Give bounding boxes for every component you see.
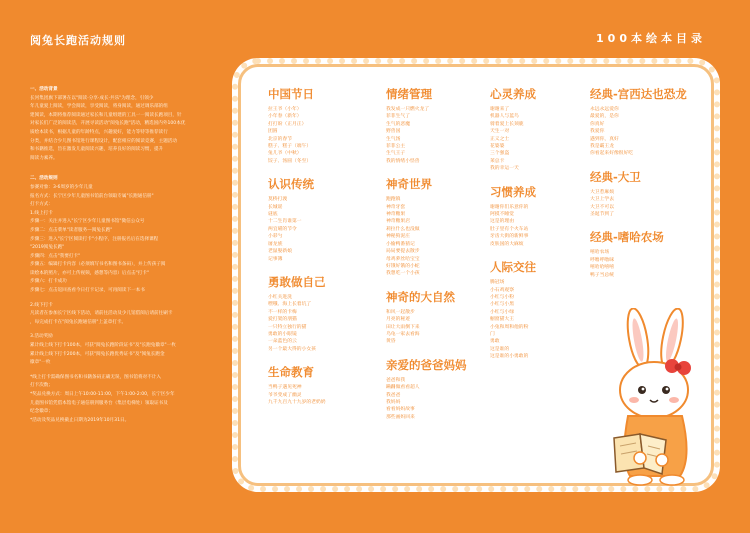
book-category bbox=[386, 357, 496, 421]
book-title: 遇到你，真好 bbox=[590, 136, 619, 142]
book-title: 小年春（新年） bbox=[268, 114, 302, 120]
book-title: 门 bbox=[490, 331, 495, 337]
book-title: 爷爷变成了幽灵 bbox=[268, 392, 302, 398]
book-title: 这是的理由 bbox=[490, 219, 514, 225]
book-title: 爸爸和我 bbox=[386, 377, 406, 383]
book-title: 我的情绪小怪兽 bbox=[386, 158, 420, 164]
book-title: 和风一起散步 bbox=[386, 309, 415, 315]
book-title: 腾冠场 bbox=[490, 280, 505, 286]
book-title: 爱打架的朋猫 bbox=[268, 317, 297, 323]
book-list bbox=[386, 309, 496, 346]
book-title: 嘻哈农场 bbox=[590, 250, 610, 256]
book-title: 不一样的卡梅 bbox=[268, 309, 297, 315]
rules-line: 步骤五：编辑打卡内容（必须填写书名和图书条码），并上传孩子阅 bbox=[30, 262, 166, 268]
book-title: 我发成一只燃火龙了 bbox=[386, 107, 430, 112]
book-title: 这是谁的小勇敢的 bbox=[490, 354, 529, 360]
book-title: 勇敢的小眼镜 bbox=[268, 331, 297, 337]
book-title: 糕子、糕子（端午） bbox=[268, 144, 312, 150]
category-title: 心灵养成 bbox=[490, 87, 536, 101]
catalog-column bbox=[490, 86, 600, 372]
book-title: 嘿哦、海上长着坑了 bbox=[268, 302, 312, 308]
book-title: 跑跑镇 bbox=[386, 197, 401, 203]
book-title: 黄昏 bbox=[386, 339, 396, 345]
rules-line: 儿童图书馆凭借本馆电子通信册到服务台（集层电梯处）领取证书及 bbox=[30, 400, 168, 406]
book-title: 这是谁的 bbox=[490, 346, 510, 352]
book-list bbox=[386, 106, 496, 165]
book-title: 长城谣 bbox=[268, 204, 283, 210]
book-list bbox=[386, 196, 496, 277]
rules-line: "2019阅兔长跑" bbox=[30, 245, 65, 251]
book-title: 北京的春节 bbox=[268, 136, 292, 142]
book-title: 谢谢来了 bbox=[490, 107, 510, 112]
book-title: 九千九百九十九岁的老奶奶 bbox=[268, 399, 326, 405]
book-title: 大卫不可以 bbox=[590, 204, 614, 210]
book-title: 你真好 bbox=[590, 121, 605, 127]
rules-line: 参赛对象：3-6周岁的少年儿童 bbox=[30, 184, 93, 190]
book-title: 永远永远爱你 bbox=[590, 107, 619, 112]
book-title: 局局要提去散步 bbox=[386, 249, 420, 255]
book-title: 花婆婆 bbox=[490, 144, 505, 150]
book-title: 小红与小粉 bbox=[490, 294, 514, 300]
book-category bbox=[590, 86, 700, 158]
rules-line: 2.线下打卡 bbox=[30, 302, 53, 308]
book-title: 正义之士 bbox=[490, 136, 510, 142]
rules-line: 报名方式：长宁区少年儿童图书馆前台领取专属"长跑通信册" bbox=[30, 193, 154, 199]
rules-line: *活动及奖品兑换截止日期为2019年10月31日。 bbox=[30, 417, 130, 423]
category-title: 亲爱的爸爸妈妈 bbox=[386, 357, 467, 372]
rules-line: 打卡次数； bbox=[30, 383, 53, 389]
book-list bbox=[490, 279, 600, 360]
book-list bbox=[590, 189, 700, 219]
rules-line: *线上打卡需确保图书名和书籍条码正确无误，图书馆将对不计入 bbox=[30, 374, 161, 380]
rules-line: 步骤二：点击菜单"读者服务—阅兔长跑" bbox=[30, 227, 113, 233]
rules-line: 和书籍推选，旨在激发儿童阅读兴趣，培养良好的阅读习惯，提升 bbox=[30, 147, 164, 153]
rules-line: *奖品兑换方式：周日上午10:00-11:00，下午1:00-2:00，长宁区少年 bbox=[30, 392, 175, 397]
book-title: 我妈妈 bbox=[386, 399, 401, 405]
book-list bbox=[268, 106, 378, 165]
book-title: 莫桥打渡 bbox=[268, 197, 288, 203]
book-title: 饺子、汤圆（冬至） bbox=[268, 158, 312, 164]
book-category bbox=[490, 259, 600, 360]
book-title: 生气王子 bbox=[386, 151, 406, 157]
category-title: 人际交往 bbox=[490, 260, 536, 275]
book-title: 小红关进洗 bbox=[268, 294, 292, 300]
book-title: 我的幸运一天 bbox=[490, 166, 519, 172]
book-title: 你看起来好像很好吃 bbox=[590, 151, 634, 157]
rules-line: 累计线上线下打卡200本，可获"阅兔长跑优秀证书"及"阅兔长跑金 bbox=[30, 351, 165, 357]
book-title: 小红与小黑 bbox=[490, 302, 514, 308]
book-title: 兔儿爷（中秋） bbox=[268, 151, 302, 157]
rules-line: 步骤七：点击返回查看今日打卡记录，可再阅读下一本书 bbox=[30, 288, 145, 294]
book-title: 记事簿 bbox=[268, 256, 283, 262]
book-title: 野兽国 bbox=[386, 129, 401, 135]
book-title: 小石鸡观察 bbox=[490, 287, 514, 293]
catalog-title: 100本绘本目录 bbox=[596, 32, 706, 45]
book-title: 神秘狗泥庄 bbox=[386, 234, 410, 240]
book-title: 好饿好饿的小蛇 bbox=[386, 263, 420, 269]
category-title: 习惯养成 bbox=[490, 184, 536, 199]
book-category bbox=[590, 169, 700, 219]
rules-line: 步骤三：进入"长宁区阅读打卡"小程序，注册报名后在选择课程 bbox=[30, 236, 159, 242]
book-title: 母鸡萝丝哈宝宝 bbox=[386, 256, 420, 262]
rules-line: 打卡方式： bbox=[30, 202, 53, 208]
bunny-reading-illustration bbox=[600, 308, 710, 488]
book-title: 小偷鸭番猜记 bbox=[386, 241, 415, 247]
book-title: 菲菲公主 bbox=[386, 144, 406, 150]
book-title: 勇敢 bbox=[490, 339, 500, 345]
category-title: 中国节日 bbox=[268, 87, 314, 101]
book-title: 另一个最大得的小女孩 bbox=[268, 346, 316, 352]
book-title: 两宜喵的节令 bbox=[268, 226, 297, 232]
book-title: 牙齿大街的新鲜事 bbox=[490, 234, 529, 240]
book-title: 鸭子当总统 bbox=[590, 272, 614, 278]
book-title: 蹒跚做看看超人 bbox=[386, 385, 420, 391]
book-title: 生气的恶魔 bbox=[386, 121, 410, 127]
rules-line: 长河集团旗下部署在以"阅读·分享·成长·共乐"为理念，引领少 bbox=[30, 95, 154, 101]
book-title: 那些画妈回来 bbox=[386, 414, 415, 420]
book-list bbox=[590, 249, 700, 279]
rules-text bbox=[30, 80, 216, 425]
rules-line: 分类，并结合少儿图书馆进行课程设计，配套相应的阅读竞赛，主题活动 bbox=[30, 138, 178, 144]
book-title: 我爸爸 bbox=[386, 392, 401, 398]
category-title: 勇敢做自己 bbox=[268, 274, 326, 289]
rules-line: 3.活动奖励 bbox=[30, 334, 53, 340]
book-title: 拉王爷（小年） bbox=[268, 107, 302, 112]
book-title: 嘻哈哈嘻嘻 bbox=[590, 265, 614, 271]
book-title: 团圆 bbox=[268, 129, 278, 135]
book-title: 谜底 bbox=[268, 212, 278, 218]
book-category bbox=[268, 176, 378, 263]
category-title: 认识传统 bbox=[268, 177, 314, 192]
book-list bbox=[490, 106, 600, 173]
book-list bbox=[268, 294, 378, 353]
catalog-column bbox=[590, 86, 700, 290]
book-title: 神奇糖果店 bbox=[386, 219, 410, 225]
book-title: 生气汤 bbox=[386, 136, 401, 142]
book-list bbox=[386, 377, 496, 421]
catalog-column bbox=[386, 86, 496, 432]
category-title: 经典-大卫 bbox=[590, 169, 641, 184]
rules-line: 质绘本读书，根据儿童的年龄特点，兴趣爱好，能力等特等推荐读行 bbox=[30, 129, 168, 135]
category-title: 神奇世界 bbox=[386, 177, 432, 192]
book-list bbox=[490, 204, 600, 248]
rules-line: ，每完成打卡在"阅兔长跑通信册"上盖章打卡。 bbox=[30, 319, 127, 325]
book-title: 肚子里有个火车站 bbox=[490, 226, 529, 232]
rules-line: 纪念徽章； bbox=[30, 409, 53, 415]
book-title: 我爱你 bbox=[590, 129, 605, 135]
book-category bbox=[268, 364, 378, 406]
book-title: 乌龟一家去看海 bbox=[386, 331, 420, 337]
book-title: 当鸭子遇见死神 bbox=[268, 385, 302, 391]
book-list bbox=[590, 106, 700, 158]
book-title: 田让大雨倒下来 bbox=[386, 324, 420, 330]
catalog-column bbox=[268, 86, 378, 417]
category-title: 神奇的大自然 bbox=[386, 289, 455, 304]
rules-line: 读绘本的照片，亦可上传视频，感想等内容）后点击"打卡" bbox=[30, 270, 150, 276]
page-title: 阅兔长跑活动规则 bbox=[30, 34, 126, 47]
rules-gap bbox=[30, 163, 216, 169]
book-title: 屠龙族 bbox=[268, 241, 283, 247]
book-category bbox=[386, 86, 496, 165]
book-category bbox=[590, 229, 700, 279]
book-category bbox=[490, 86, 600, 173]
book-title: 橱窗猫大王 bbox=[490, 317, 514, 323]
book-title: 小兔和周和他的粉 bbox=[490, 324, 529, 330]
book-title: 呼噜呼噜咪 bbox=[590, 257, 614, 263]
book-title: 小彩勺 bbox=[268, 234, 283, 240]
book-title: 机器人与蓝鸟 bbox=[490, 114, 519, 120]
book-category bbox=[268, 86, 378, 165]
book-title: 打打盼（正月正） bbox=[268, 121, 307, 127]
book-category bbox=[386, 176, 496, 277]
category-title: 情绪管理 bbox=[386, 87, 432, 101]
book-title: 骑着爱上长颈鹿 bbox=[490, 121, 524, 127]
book-title: 三个强盗 bbox=[490, 151, 510, 157]
rules-line: 阅读力素养。 bbox=[30, 155, 58, 161]
book-title: 一只特立独行的猫 bbox=[268, 324, 307, 330]
rules-section-heading: 一、活动背景 bbox=[30, 87, 58, 92]
book-title: 大卫上学去 bbox=[590, 197, 614, 203]
book-title: 最爱的，是你 bbox=[590, 114, 619, 120]
book-title: 我想吃一个小孩 bbox=[386, 271, 420, 277]
book-title: 神奇牙套 bbox=[386, 204, 406, 210]
book-title: 皮肤国的大麻烦 bbox=[490, 241, 524, 247]
rules-line: 累计线上线下打卡100本，可获"阅兔长跑阶段证书"及"长跑兔徽章"一枚 bbox=[30, 343, 176, 349]
book-title: 十二生肖谁第一 bbox=[268, 219, 302, 225]
category-title: 经典-宫西达也恐龙 bbox=[590, 87, 687, 101]
book-title: 大卫惹麻烦 bbox=[590, 189, 614, 195]
book-list bbox=[268, 384, 378, 406]
rules-line: 建阅读，本期将推荐阅读通过家长和儿童组建的工具一一阅读长跑项目，针 bbox=[30, 112, 182, 118]
book-list bbox=[268, 196, 378, 263]
book-title: 一朵蓝色的云 bbox=[268, 339, 297, 345]
book-title: 莉拉什么也没做 bbox=[386, 226, 420, 232]
rules-line: 步骤四：点击"我要打卡" bbox=[30, 253, 81, 259]
book-title: 圣诞节到了 bbox=[590, 212, 614, 218]
rules-line: 徽章"一枚 bbox=[30, 360, 51, 366]
book-title: 老鼠娶新娘 bbox=[268, 249, 292, 255]
book-category bbox=[386, 289, 496, 346]
book-title: 天生一对 bbox=[490, 129, 510, 135]
rules-line: 凡读者在参加长宁区线下活动，请前往活动及少儿馆借阅后请前往刷卡 bbox=[30, 311, 173, 317]
book-title: 莱总卡 bbox=[490, 158, 505, 164]
rules-section-heading: 二、活动规则 bbox=[30, 176, 58, 182]
rules-line: 年儿童爱上阅读，学会阅读，享受阅读，将身阅读，通过调乐部的组 bbox=[30, 104, 168, 110]
rules-line: 对家长们广泛的阅读活，开展寻读活动"阅兔长跑"活动，精选国内外100本优 bbox=[30, 121, 186, 127]
book-title: 月亮的秘迹 bbox=[386, 317, 410, 323]
book-category bbox=[490, 184, 600, 248]
rules-line: 1.线上打卡 bbox=[30, 210, 53, 216]
book-title: 谢谢你们乐意你的 bbox=[490, 204, 529, 210]
book-title: 菲菲生气了 bbox=[386, 114, 410, 120]
rules-line: 步骤一：关注并进入"长宁区少年儿童图书馆"微信公众号 bbox=[30, 219, 145, 225]
book-title: 我是霸王龙 bbox=[590, 144, 614, 150]
rules-line: 步骤六：打卡成功 bbox=[30, 279, 67, 285]
book-title: 看看妈妈故事 bbox=[386, 407, 415, 413]
category-title: 生命教育 bbox=[268, 365, 314, 380]
book-category bbox=[268, 274, 378, 353]
book-title: 神奇糖果 bbox=[386, 212, 406, 218]
book-title: 小红与小绿 bbox=[490, 309, 514, 315]
book-title: 阿摸不睡觉 bbox=[490, 212, 514, 218]
category-title: 经典-嗜哈农场 bbox=[590, 230, 664, 245]
